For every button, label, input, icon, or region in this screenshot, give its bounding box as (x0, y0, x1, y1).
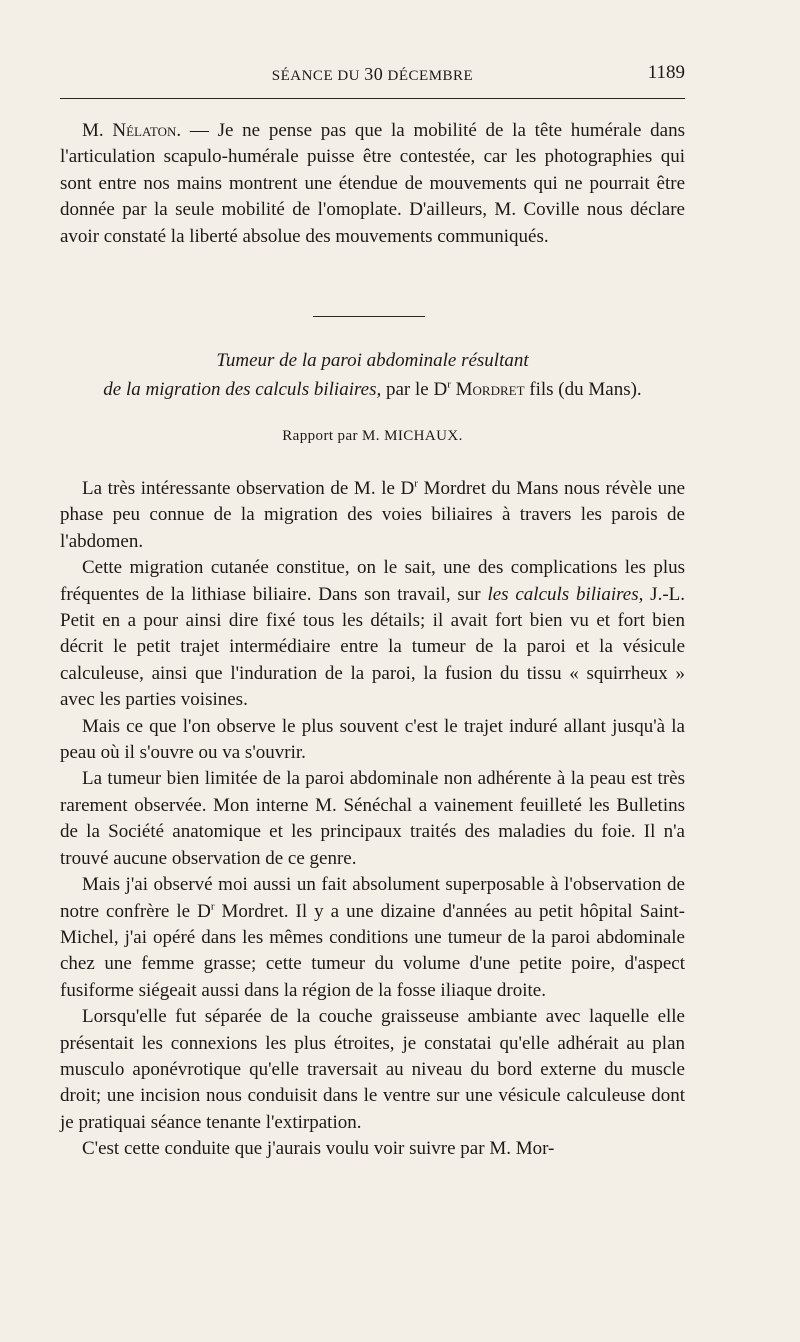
article-body (60, 476, 685, 1163)
paragraph-7: C'est cette conduite que j'aurais voulu voir suivre par M. Mor- (82, 1138, 555, 1160)
rapport-line: Rapport par M. MICHAUX. (282, 428, 463, 444)
speaker-name: M. Nélaton. (82, 120, 182, 141)
header-title-suffix: DÉCEMBRE (387, 68, 474, 84)
section-separator (313, 316, 425, 317)
header-title-day: 30 (364, 64, 384, 84)
paragraph-5 (60, 872, 685, 1004)
p1-text-b: Mordret du Mans nous révèle une phase peu connue de la migration des voies biliaires à travers les parois de l'abdomen. (60, 478, 685, 552)
p5-text-b: Mordret. Il y a une dizaine d'années au petit hôpital Saint-Michel, j'ai opéré dans les mêmes conditions une tumeur de la paroi abdominale chez une femme grasse; cette tumeur du volume d'une petite poire, d'aspect fusiforme siégeait aussi dans la région de la fosse iliaque droite. (60, 900, 685, 1001)
header-title (60, 64, 685, 85)
article-title-by: par le D (381, 379, 448, 400)
article-title (60, 346, 685, 404)
page-number: 1189 (647, 62, 685, 83)
paragraph-4: La tumeur bien limitée de la paroi abdominale non adhérente à la peau est très rarement observée. Mon interne M. Sénéchal a vainement feuilleté les Bulletins de la Société anatomique et les principaux traités des maladies du foie. Il n'a trouvé aucune observation de ce genre. (60, 768, 685, 869)
p1-sup: r (414, 477, 418, 490)
paragraph-3: Mais ce que l'on observe le plus souvent c'est le trajet induré allant jusqu'à la peau où il s'ouvre ou va s'ouvrir. (60, 715, 685, 764)
p2-text-b: , J.-L. Petit en a pour ainsi dire fixé tous les détails; il avait fort bien vu et fort bien décrit le petit trajet intermédiaire entre la tumeur de la paroi et la vésicule calculeuse, ainsi que l'induration de la paroi, la fusion du tissu « squirrheux » avec les parties voisines. (60, 583, 686, 711)
speaker-paragraph (60, 118, 685, 250)
speaker-text: — Je ne pense pas que la mobilité de la tête humérale dans l'articulation scapulo-humérale puisse être contestée, car les photographies qui sont entre nos mains montrent une étendue de mouvements qui ne pourrait être donnée par la seule mobilité de l'omoplate. D'ailleurs, M. Coville nous déclare avoir constaté la liberté absolue des mouvements communiqués. (60, 120, 685, 247)
article-author: Mordret (455, 379, 525, 400)
article-title-sup: r (447, 378, 451, 391)
first-block (60, 118, 685, 250)
article-title-line1: Tumeur de la paroi abdominale résultant (216, 350, 529, 371)
p5-sup: r (210, 900, 215, 913)
header-rule (60, 98, 685, 99)
article-title-line2-italic: de la migration des calculs biliaires, (103, 379, 382, 400)
running-header (60, 62, 685, 86)
p5-text-a: Mais j'ai observé moi aussi un fait absolument superposable à l'observation de notre confrère le D (60, 874, 685, 922)
paragraph-2 (60, 555, 685, 713)
p1-text-a: La très intéressante observation de M. le D (82, 478, 415, 499)
article-title-end: fils (du Mans). (524, 379, 642, 400)
p2-italic: les calculs biliaires (487, 583, 639, 605)
paragraph-6: Lorsqu'elle fut séparée de la couche graisseuse ambiante avec laquelle elle présentait les connexions les plus étroites, je constatai qu'elle adhérait au plan musculo aponévrotique qu'elle traversait au niveau du bord externe du muscle droit; une incision nous conduisit dans le ventre sur une vésicule calculeuse dont je pratiquai séance tenante l'extirpation. (60, 1006, 685, 1133)
p2-text-a: Cette migration cutanée constitue, on le sait, une des complications les plus fréquentes de la lithiase biliaire. Dans son travail, sur (60, 557, 685, 605)
paragraph-1 (60, 476, 685, 555)
header-title-prefix: SÉANCE DU (271, 68, 361, 84)
